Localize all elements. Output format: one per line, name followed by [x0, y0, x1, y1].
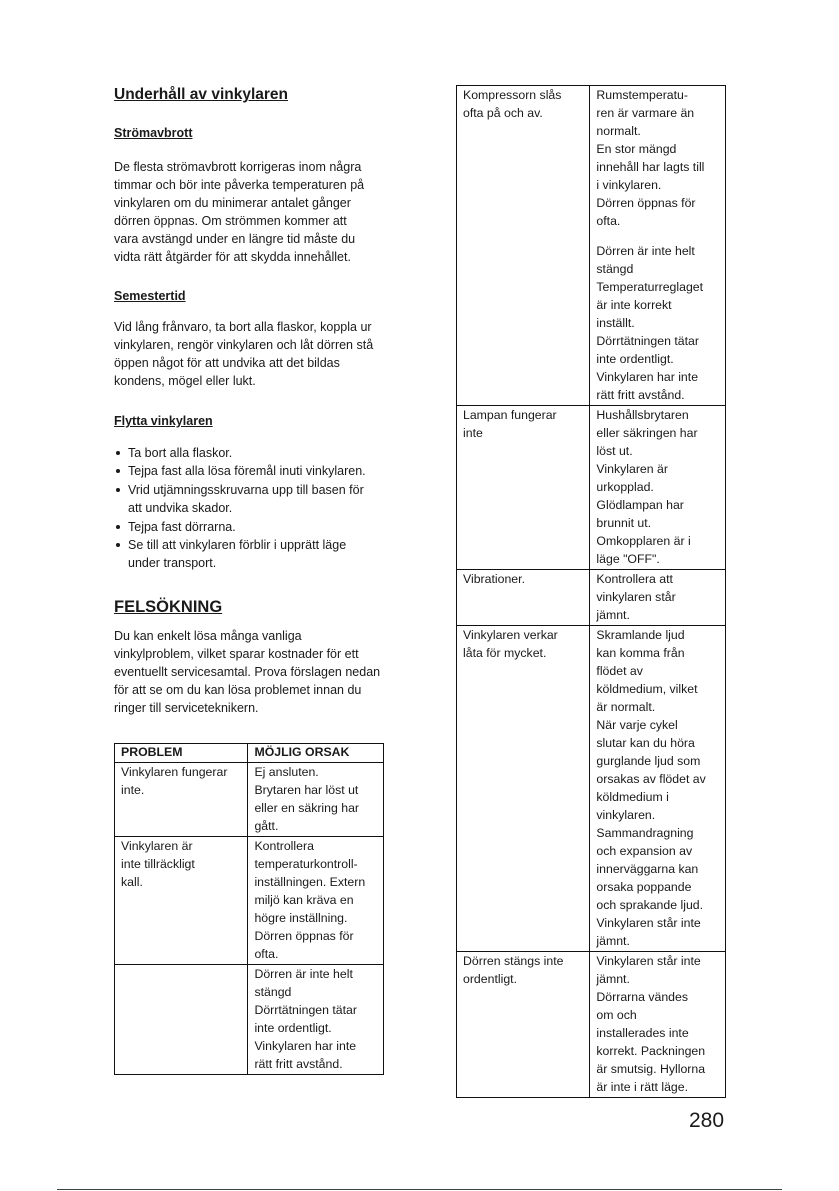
- cell-line: Brytaren har löst ut: [254, 783, 359, 797]
- text-line: för att se om du kan lösa problemet innan du: [114, 683, 362, 697]
- power-outage-text: [114, 158, 404, 266]
- bullet-line: att undvika skador.: [128, 501, 233, 516]
- cell-line: Vinkylaren har inte: [596, 370, 699, 384]
- text-line: timmar och bör inte påverka temperaturen på: [114, 178, 365, 192]
- table-row: [115, 763, 384, 837]
- troubleshooting-table-left: [114, 743, 384, 1075]
- cell-line: köldmedium i: [596, 790, 669, 804]
- bullet-item: [114, 481, 366, 518]
- table-row: [457, 570, 726, 626]
- cell-line: jämnt.: [596, 934, 630, 948]
- problem-cell: [115, 763, 248, 837]
- cell-line: är inte i rätt läge.: [596, 1080, 688, 1094]
- cell-line: Dörrtätningen tätar: [254, 1003, 357, 1017]
- cell-line: inställningen. Extern: [254, 875, 366, 889]
- cell-line: är smutsig. Hyllorna: [596, 1062, 706, 1076]
- cell-line: Vinkylaren fungerar: [121, 765, 228, 779]
- bullet-line: Vrid utjämningsskruvarna upp till basen för: [128, 482, 364, 497]
- cell-line: Rumstemperatu-: [596, 88, 688, 102]
- text-line: öppen något för att undvika att det bildas: [114, 356, 340, 370]
- cell-line: Vinkylaren står inte: [596, 954, 701, 968]
- cell-line: vinkylaren.: [596, 808, 656, 822]
- cell-line: jämnt.: [596, 972, 630, 986]
- cell-line: eller säkringen har: [596, 426, 698, 440]
- cell-line: och expansion av: [596, 844, 693, 858]
- cell-line: Lampan fungerar: [463, 408, 557, 422]
- text-line: vinkylaren, rengör vinkylaren och låt dörren stå: [114, 338, 374, 352]
- bullet-item: [114, 536, 366, 573]
- table-row: [457, 952, 726, 1098]
- troubleshooting-table-right: [456, 85, 726, 1098]
- text-line: vinkylaren om du minimerar antalet gånger: [114, 196, 351, 210]
- cell-line: Dörren öppnas för: [254, 929, 354, 943]
- bullet-item: [114, 462, 366, 480]
- vacation-heading: Semestertid: [114, 289, 186, 303]
- cell-line: köldmedium, vilket: [596, 682, 698, 696]
- cell-line: jämnt.: [596, 608, 630, 622]
- cell-line: innehåll har lagts till: [596, 160, 705, 174]
- cell-line: temperaturkontroll-: [254, 857, 358, 871]
- bullet-line: Tejpa fast dörrarna.: [128, 519, 236, 534]
- cell-line: Sammandragning: [596, 826, 694, 840]
- cell-line: låta för mycket.: [463, 646, 547, 660]
- text-line: Du kan enkelt lösa många vanliga: [114, 629, 302, 643]
- cell-line: När varje cykel: [596, 718, 678, 732]
- table-row: [457, 86, 726, 406]
- cell-line: Vinkylaren är: [596, 462, 668, 476]
- cell-line: Dörrarna vändes: [596, 990, 688, 1004]
- cell-line: ofta.: [596, 214, 621, 228]
- problem-cell: [115, 837, 248, 965]
- cell-line: inte.: [121, 783, 145, 797]
- cell-line: ofta på och av.: [463, 106, 543, 120]
- cell-line: Dörren stängs inte: [463, 954, 564, 968]
- cell-line: installerades inte: [596, 1026, 689, 1040]
- cell-line: slutar kan du höra: [596, 736, 695, 750]
- problem-cell: [457, 626, 590, 952]
- cell-line: innerväggarna kan: [596, 862, 699, 876]
- cell-line: rätt fritt avstånd.: [254, 1057, 343, 1071]
- cell-line: och sprakande ljud.: [596, 898, 704, 912]
- section-title: Underhåll av vinkylaren: [114, 86, 289, 103]
- cell-line: ren är varmare än: [596, 106, 695, 120]
- cell-line: Kontrollera: [254, 839, 314, 853]
- cell-line: ordentligt.: [463, 972, 518, 986]
- cell-line: Ej ansluten.: [254, 765, 319, 779]
- cell-line: kall.: [121, 875, 143, 889]
- cell-line: inte ordentligt.: [596, 352, 674, 366]
- cell-line: Vibrationer.: [463, 572, 525, 586]
- cell-line: orsaka poppande: [596, 880, 692, 894]
- cell-line: är normalt.: [596, 700, 656, 714]
- cell-line: i vinkylaren.: [596, 178, 662, 192]
- cell-line: miljö kan kräva en: [254, 893, 354, 907]
- cause-cell: [590, 86, 726, 406]
- cell-line: normalt.: [596, 124, 641, 138]
- cell-line: är inte korrekt: [596, 298, 672, 312]
- cause-cell: [590, 570, 726, 626]
- cell-line: stängd: [254, 985, 292, 999]
- header-problem: PROBLEM: [115, 744, 248, 763]
- cell-line: ofta.: [254, 947, 279, 961]
- power-outage-heading: Strömavbrott: [114, 126, 193, 140]
- cause-cell: [590, 952, 726, 1098]
- cell-line: Temperaturreglaget: [596, 280, 704, 294]
- cell-line: läge "OFF".: [596, 552, 660, 566]
- cell-line: Vinkylaren har inte: [254, 1039, 357, 1053]
- cause-cell: [590, 406, 726, 570]
- cell-line: Dörren är inte helt: [254, 967, 353, 981]
- cell-line: gått.: [254, 819, 279, 833]
- text-line: De flesta strömavbrott korrigeras inom några: [114, 160, 362, 174]
- cell-line: Dörren öppnas för: [596, 196, 696, 210]
- bullet-item: [114, 518, 366, 536]
- cell-line: Omkopplaren är i: [596, 534, 691, 548]
- cell-line: inte: [463, 426, 483, 440]
- cell-line: inte tillräckligt: [121, 857, 195, 871]
- bullet-line: under transport.: [128, 556, 217, 571]
- bullet-line: Ta bort alla flaskor.: [128, 446, 233, 460]
- vacation-text: [114, 318, 404, 390]
- cell-line: Dörren är inte helt: [596, 244, 695, 258]
- cell-line: Vinkylaren verkar: [463, 628, 558, 642]
- cause-cell: [248, 965, 384, 1075]
- cause-cell: [248, 763, 384, 837]
- text-line: dörren öppnas. Om strömmen kommer att: [114, 214, 347, 228]
- move-bullet-list: [114, 444, 366, 573]
- cell-line: Kompressorn slås: [463, 88, 562, 102]
- table-row: [457, 406, 726, 570]
- bullet-line: Tejpa fast alla lösa föremål inuti vinkylaren.: [128, 464, 366, 479]
- problem-cell: [115, 965, 248, 1075]
- cause-cell: [590, 626, 726, 952]
- bullet-line: Se till att vinkylaren förblir i upprätt läge: [128, 538, 347, 553]
- table-row: [457, 626, 726, 952]
- cell-line: vinkylaren står: [596, 590, 676, 604]
- text-line: vinkylproblem, vilket sparar kostnader för ett: [114, 647, 359, 661]
- problem-cell: [457, 570, 590, 626]
- problem-cell: [457, 952, 590, 1098]
- text-line: vara avstängd under en längre tid måste du: [114, 232, 356, 246]
- cell-line: stängd: [596, 262, 634, 276]
- troubleshooting-heading: FELSÖKNING: [114, 598, 223, 616]
- cell-line: flödet av: [596, 664, 643, 678]
- cell-line: Hushållsbrytaren: [596, 408, 689, 422]
- footer-rule: [57, 1189, 782, 1190]
- header-possible-cause: MÖJLIG ORSAK: [248, 744, 384, 763]
- cell-line: korrekt. Packningen: [596, 1044, 706, 1058]
- problem-cell: [457, 86, 590, 406]
- text-line: Vid lång frånvaro, ta bort alla flaskor, koppla ur: [114, 320, 372, 334]
- table-row: [115, 965, 384, 1075]
- cell-line: Skramlande ljud: [596, 628, 685, 642]
- cell-line: Dörrtätningen tätar: [596, 334, 699, 348]
- cell-line: inte ordentligt.: [254, 1021, 332, 1035]
- text-line: kondens, mögel eller lukt.: [114, 374, 256, 388]
- cell-line: eller en säkring har: [254, 801, 360, 815]
- troubleshooting-intro: [114, 627, 414, 717]
- cell-line: orsakas av flödet av: [596, 772, 706, 786]
- cell-line: En stor mängd: [596, 142, 677, 156]
- cell-line: om och: [596, 1008, 637, 1022]
- text-line: vidta rätt åtgärder för att skydda innehållet.: [114, 250, 351, 264]
- cause-cell: [248, 837, 384, 965]
- cell-line: Vinkylaren är: [121, 839, 193, 853]
- problem-cell: [457, 406, 590, 570]
- cell-line: gurglande ljud som: [596, 754, 701, 768]
- cell-line: inställt.: [596, 316, 635, 330]
- cell-line: rätt fritt avstånd.: [596, 388, 685, 402]
- text-line: eventuellt servicesamtal. Prova förslagen nedan: [114, 665, 381, 679]
- move-heading: Flytta vinkylaren: [114, 414, 213, 428]
- cell-line: kan komma från: [596, 646, 685, 660]
- cell-line: högre inställning.: [254, 911, 348, 925]
- cell-line: Vinkylaren står inte: [596, 916, 701, 930]
- table-row: [115, 837, 384, 965]
- cell-line: urkopplad.: [596, 480, 654, 494]
- cell-line: brunnit ut.: [596, 516, 652, 530]
- bullet-item: [114, 444, 366, 462]
- cell-line: löst ut.: [596, 444, 633, 458]
- page-number: 280: [689, 1109, 725, 1132]
- text-line: ringer till serviceteknikern.: [114, 701, 259, 715]
- cell-line: Glödlampan har: [596, 498, 684, 512]
- cell-line: Kontrollera att: [596, 572, 673, 586]
